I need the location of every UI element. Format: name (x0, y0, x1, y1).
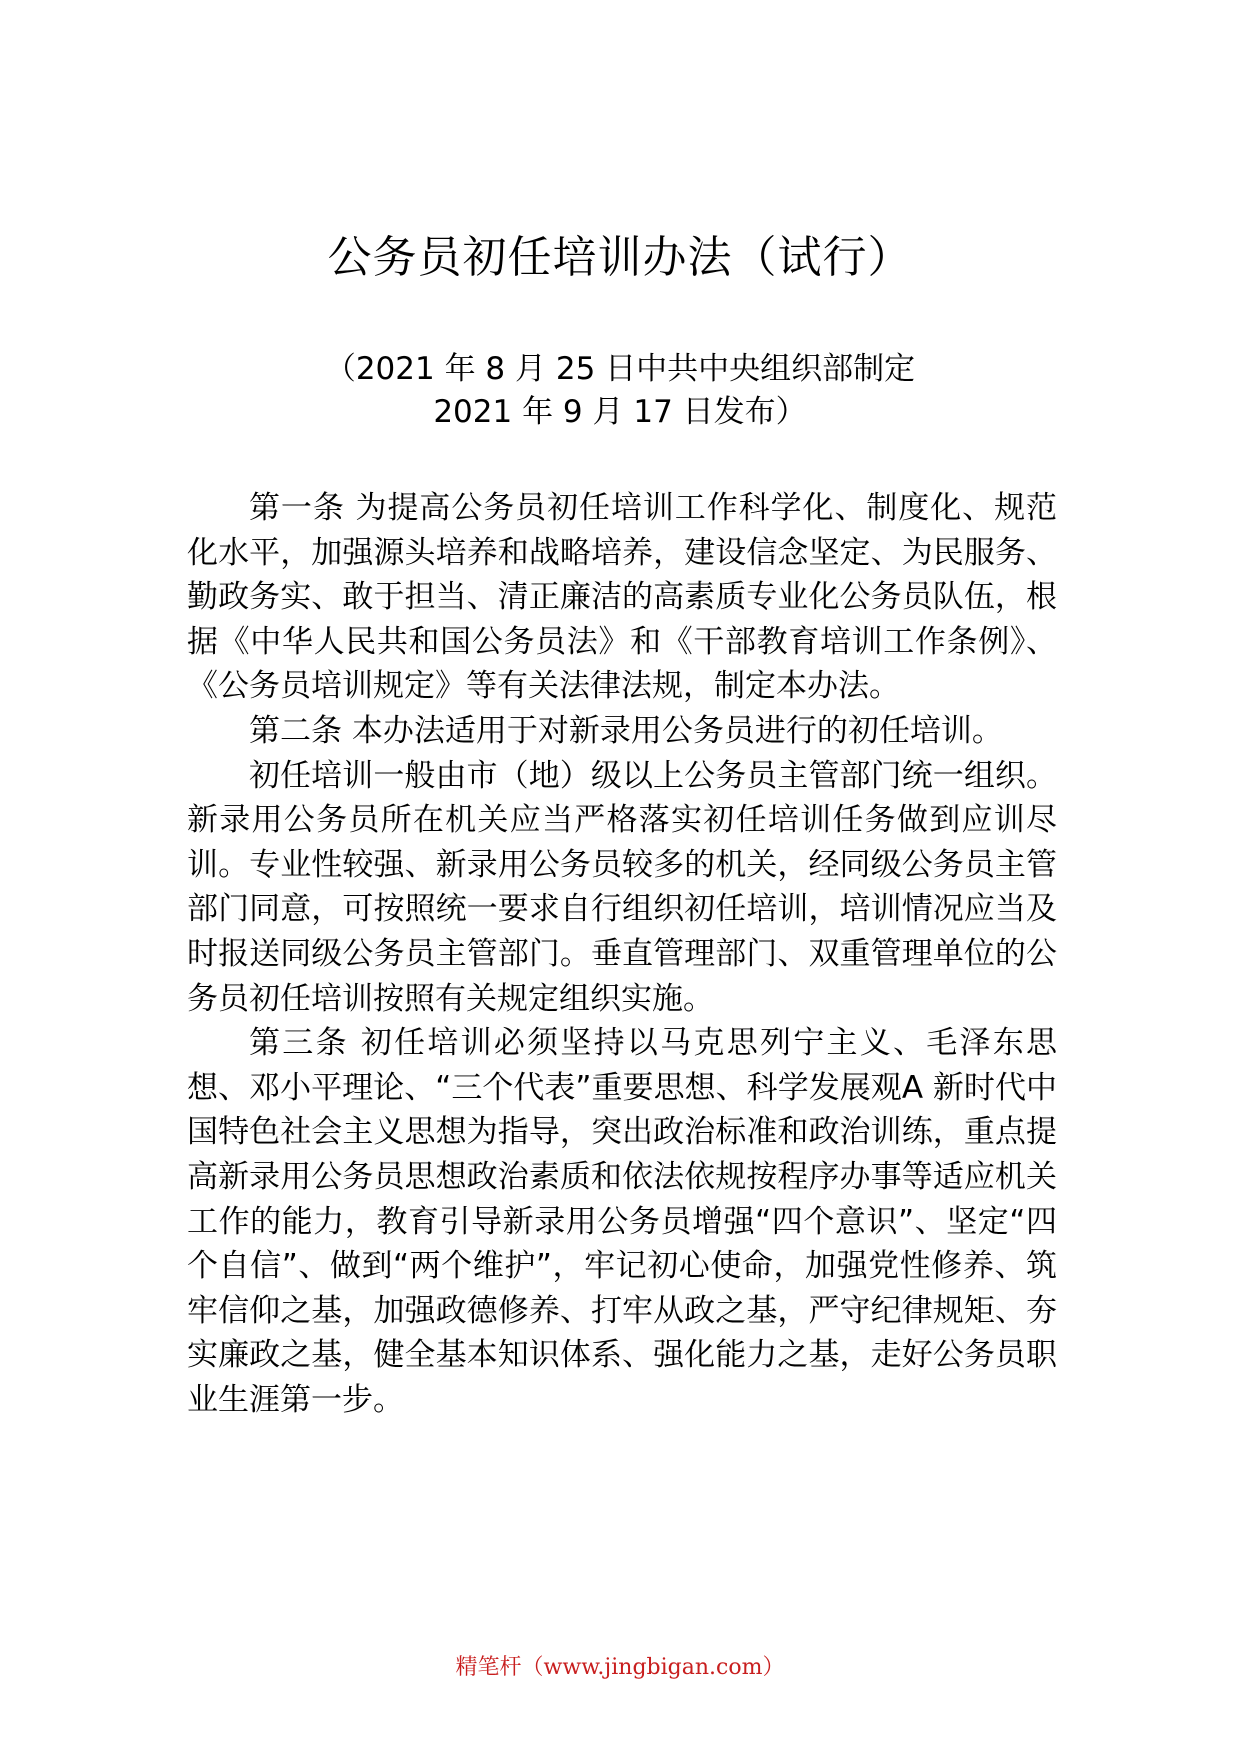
footer-watermark: 精笔杆（www.jingbigan.com） (455, 1655, 785, 1680)
article-2-detail-paragraph: 初任培训一般由市（地）级以上公务员主管部门统一组织。新录用公务员所在机关应当严格落实初任培训任务做到应训尽训。专业性较强、新录用公务员较多的机关，经同级公务员主管部门同意，可按照统一要求自行组织初任培训，培训情况应当及时报送同级公务员主管部门。垂直管理部门、双重管理单位的公务员初任培训按照有关规定组织实施。 (187, 757, 1057, 1017)
document-subtitle (0, 348, 1240, 434)
document-body (187, 486, 1057, 1422)
subtitle-line-1: （2021 年 8 月 25 日中共中央组织部制定 (324, 351, 916, 387)
article-3-paragraph: 第三条 初任培训必须坚持以马克思列宁主义、毛泽东思想、邓小平理论、“三个代表”重要思想、科学发展观A 新时代中国特色社会主义思想为指导，突出政治标准和政治训练，重点提高新录用公务员思想政治素质和依法依规按程序办事等适应机关工作的能力，教育引导新录用公务员增强“四个意识”、坚定“四个自信”、做到“两个维护”，牢记初心使命，加强党性修养、筑牢信仰之基，加强政德修养、打牢从政之基，严守纪律规矩、夯实廉政之基，健全基本知识体系、强化能力之基，走好公务员职业生涯第一步。 (187, 1025, 1057, 1418)
document-title: 公务员初任培训办法（试行） (327, 232, 913, 283)
subtitle-line-2: 2021 年 9 月 17 日发布） (433, 394, 807, 430)
article-2-paragraph: 第二条 本办法适用于对新录用公务员进行的初任培训。 (249, 712, 1003, 749)
article-1-paragraph: 第一条 为提高公务员初任培训工作科学化、制度化、规范化水平，加强源头培养和战略培养，建设信念坚定、为民服务、勤政务实、敢于担当、清正廉洁的高素质专业化公务员队伍，根据《中华人民共和国公务员法》和《干部教育培训工作条例》、《公务员培训规定》等有关法律法规，制定本办法。 (187, 490, 1057, 705)
